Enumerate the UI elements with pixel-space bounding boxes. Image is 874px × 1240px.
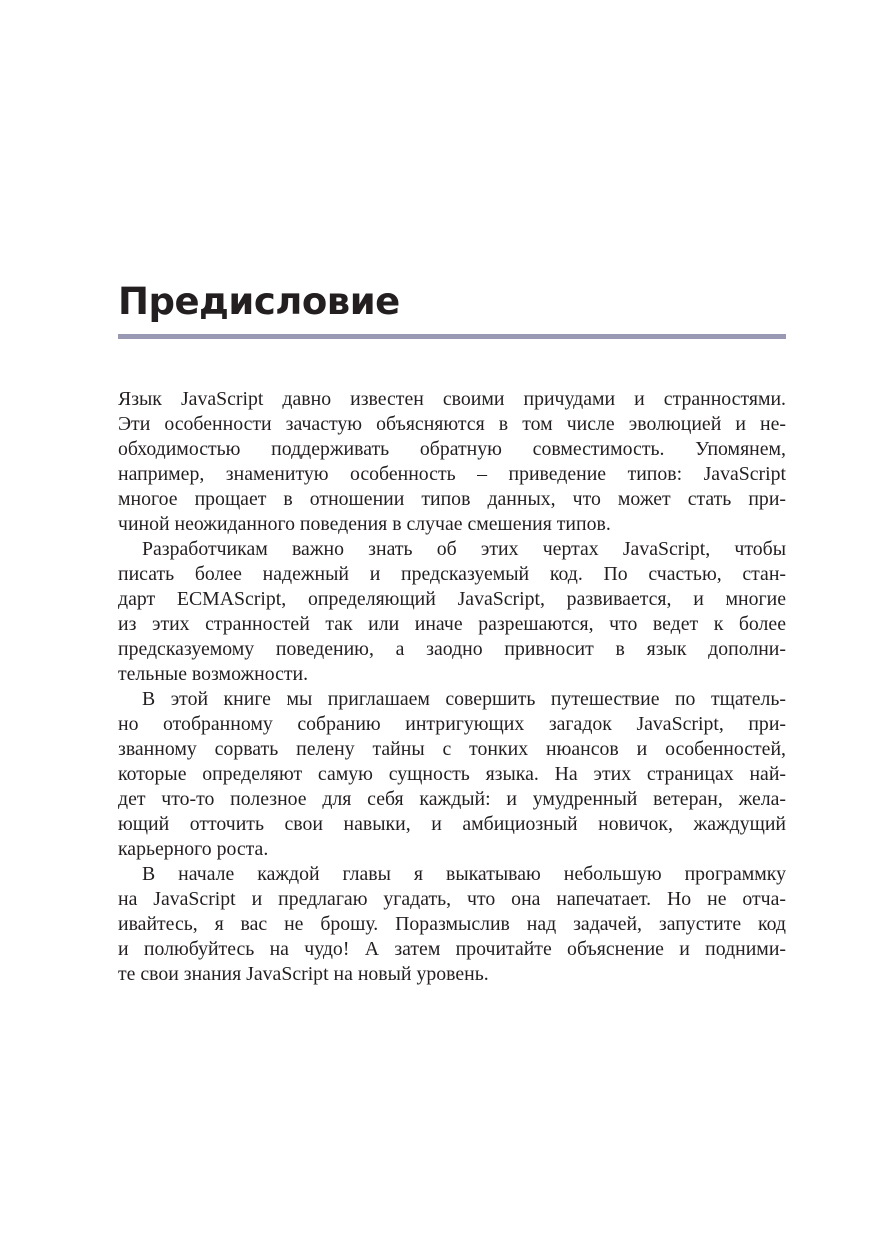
text-line: и полюбуйтесь на чудо! А затем прочитайте объяснение и подними- bbox=[118, 938, 786, 960]
text-line: чиной неожиданного поведения в случае смешения типов. bbox=[118, 513, 611, 535]
text-line: В начале каждой главы я выкатываю небольшую программку bbox=[142, 863, 786, 885]
text-line: званному сорвать пелену тайны с тонких нюансов и особенностей, bbox=[118, 738, 786, 760]
text-line: которые определяют самую сущность языка. На этих страницах най- bbox=[118, 763, 786, 785]
text-line: Разработчикам важно знать об этих чертах JavaScript, чтобы bbox=[142, 538, 786, 560]
text-line: дет что-то полезное для себя каждый: и умудренный ветеран, жела- bbox=[118, 788, 786, 810]
text-line: тельные возможности. bbox=[118, 663, 309, 685]
text-line: на JavaScript и предлагаю угадать, что она напечатает. Но не отча- bbox=[118, 888, 786, 910]
paragraph-1 bbox=[118, 387, 786, 537]
text-line: из этих странностей так или иначе разрешаются, что ведет к более bbox=[118, 613, 786, 635]
text-line: те свои знания JavaScript на новый уровень. bbox=[118, 963, 489, 985]
text-line: предсказуемому поведению, а заодно привносит в язык дополни- bbox=[118, 638, 786, 660]
text-line: В этой книге мы приглашаем совершить путешествие по тщатель- bbox=[142, 688, 786, 710]
text-line: писать более надежный и предсказуемый код. По счастью, стан- bbox=[118, 563, 786, 585]
text-line: ивайтесь, я вас не брошу. Поразмыслив над задачей, запустите код bbox=[118, 913, 786, 935]
text-line: карьерного роста. bbox=[118, 838, 269, 860]
chapter-title: Предисловие bbox=[118, 280, 400, 323]
text-line: Эти особенности зачастую объясняются в том числе эволюцией и не- bbox=[118, 413, 786, 435]
text-line: например, знаменитую особенность – приведение типов: JavaScript bbox=[118, 463, 786, 485]
paragraph-3 bbox=[118, 687, 786, 862]
text-line: ющий отточить свои навыки, и амбициозный новичок, жаждущий bbox=[118, 813, 786, 835]
text-line: Язык JavaScript давно известен своими причудами и странностями. bbox=[118, 388, 786, 410]
chapter-body bbox=[118, 387, 786, 987]
paragraph-4 bbox=[118, 862, 786, 987]
paragraph-2 bbox=[118, 537, 786, 687]
text-line: но отобранному собранию интригующих загадок JavaScript, при- bbox=[118, 713, 786, 735]
text-line: обходимостью поддерживать обратную совместимость. Упомянем, bbox=[118, 438, 786, 460]
text-line: дарт ECMAScript, определяющий JavaScript, развивается, и многие bbox=[118, 588, 786, 610]
title-underline-rule bbox=[118, 334, 786, 339]
text-line: многое прощает в отношении типов данных, что может стать при- bbox=[118, 488, 786, 510]
